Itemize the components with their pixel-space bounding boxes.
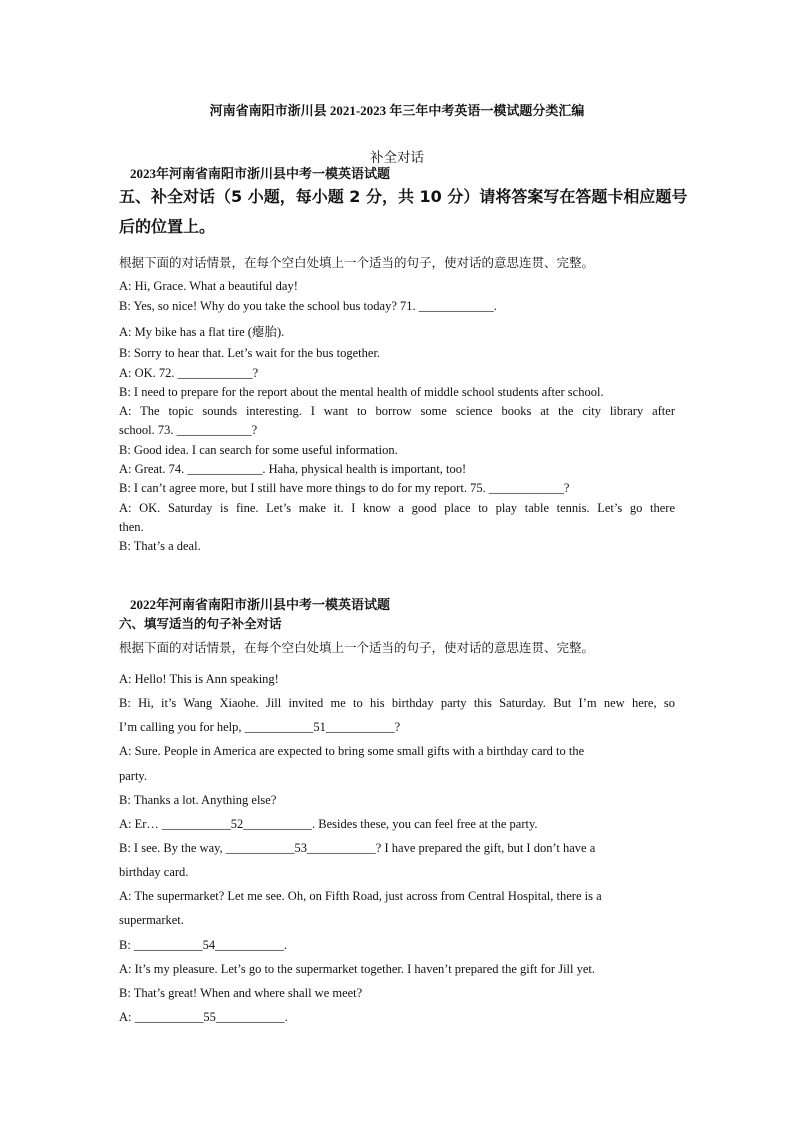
dialogue-line: I’m calling you for help, ___________51___________? <box>119 720 401 734</box>
dialogue-line: B: I need to prepare for the report about the mental health of middle school students after school. <box>119 385 604 399</box>
dialogue-line: school. 73. ____________? <box>119 423 258 437</box>
dialogue-line: B: I see. By the way, ___________53___________? I have prepared the gift, but I don’t have a <box>119 841 596 855</box>
instruction-2022: 根据下面的对话情景，在每个空白处填上一个适当的句子，使对话的意思连贯、完整。 <box>119 640 595 655</box>
dialogue-line: A: OK. Saturday is fine. Let’s make it. I know a good place to play table tennis. Let’s go there <box>119 501 675 515</box>
dialogue-line: B: Sorry to hear that. Let’s wait for the bus together. <box>119 346 381 360</box>
instruction-2023: 根据下面的对话情景，在每个空白处填上一个适当的句子，使对话的意思连贯、完整。 <box>119 255 595 270</box>
dialogue-line: A: The supermarket? Let me see. Oh, on Fifth Road, just across from Central Hospital, there is a <box>119 889 602 903</box>
dialogue-line: B: That’s great! When and where shall we meet? <box>119 986 363 1000</box>
dialogue-line: A: Great. 74. ____________. Haha, physical health is important, too! <box>119 462 467 476</box>
dialogue-line: B: Yes, so nice! Why do you take the school bus today? 71. ____________. <box>119 299 497 313</box>
dialogue-line: then. <box>119 520 144 534</box>
dialogue-line: A: ___________55___________. <box>119 1010 288 1024</box>
dialogue-line: party. <box>119 769 147 783</box>
dialogue-line: A: Hi, Grace. What a beautiful day! <box>119 279 298 293</box>
dialogue-line: A: OK. 72. ____________? <box>119 366 259 380</box>
dialogue-line: A: Er… ___________52___________. Besides these, you can feel free at the party. <box>119 817 538 831</box>
exam-title-2022: 2022年河南省南阳市浙川县中考一模英语试题 <box>130 597 391 612</box>
dialogue-line: A: My bike has a flat tire (瘪胎). <box>119 325 285 339</box>
dialogue-line: B: Hi, it’s Wang Xiaohe. Jill invited me to his birthday party this Saturday. But I’m new here, so <box>119 696 675 710</box>
section-title: 补全对话 <box>370 150 424 165</box>
dialogue-line: birthday card. <box>119 865 189 879</box>
dialogue-line: A: Hello! This is Ann speaking! <box>119 672 279 686</box>
dialogue-line: A: The topic sounds interesting. I want to borrow some science books at the city library after <box>119 404 675 418</box>
dialogue-line: A: It’s my pleasure. Let’s go to the supermarket together. I haven’t prepared the gift for Jill yet. <box>119 962 596 976</box>
question-heading-2023: 五、补全对话（5 小题，每小题 2 分，共 10 分）请将答案写在答题卡相应题号 <box>119 187 688 206</box>
dialogue-line: B: Thanks a lot. Anything else? <box>119 793 277 807</box>
exam-title-2023: 2023年河南省南阳市浙川县中考一模英语试题 <box>130 166 391 181</box>
dialogue-line: B: That’s a deal. <box>119 539 201 553</box>
question-heading-2022: 六、填写适当的句子补全对话 <box>119 616 282 631</box>
dialogue-line: B: ___________54___________. <box>119 938 288 952</box>
dialogue-line: supermarket. <box>119 913 184 927</box>
document-title: 河南省南阳市浙川县 2021-2023 年三年中考英语一模试题分类汇编 <box>209 103 585 118</box>
question-heading-2023-cont: 后的位置上。 <box>119 217 216 236</box>
dialogue-line: A: Sure. People in America are expected to bring some small gifts with a birthday card to the <box>119 744 585 758</box>
dialogue-line: B: Good idea. I can search for some useful information. <box>119 443 398 457</box>
dialogue-line: B: I can’t agree more, but I still have more things to do for my report. 75. ____________? <box>119 481 570 495</box>
